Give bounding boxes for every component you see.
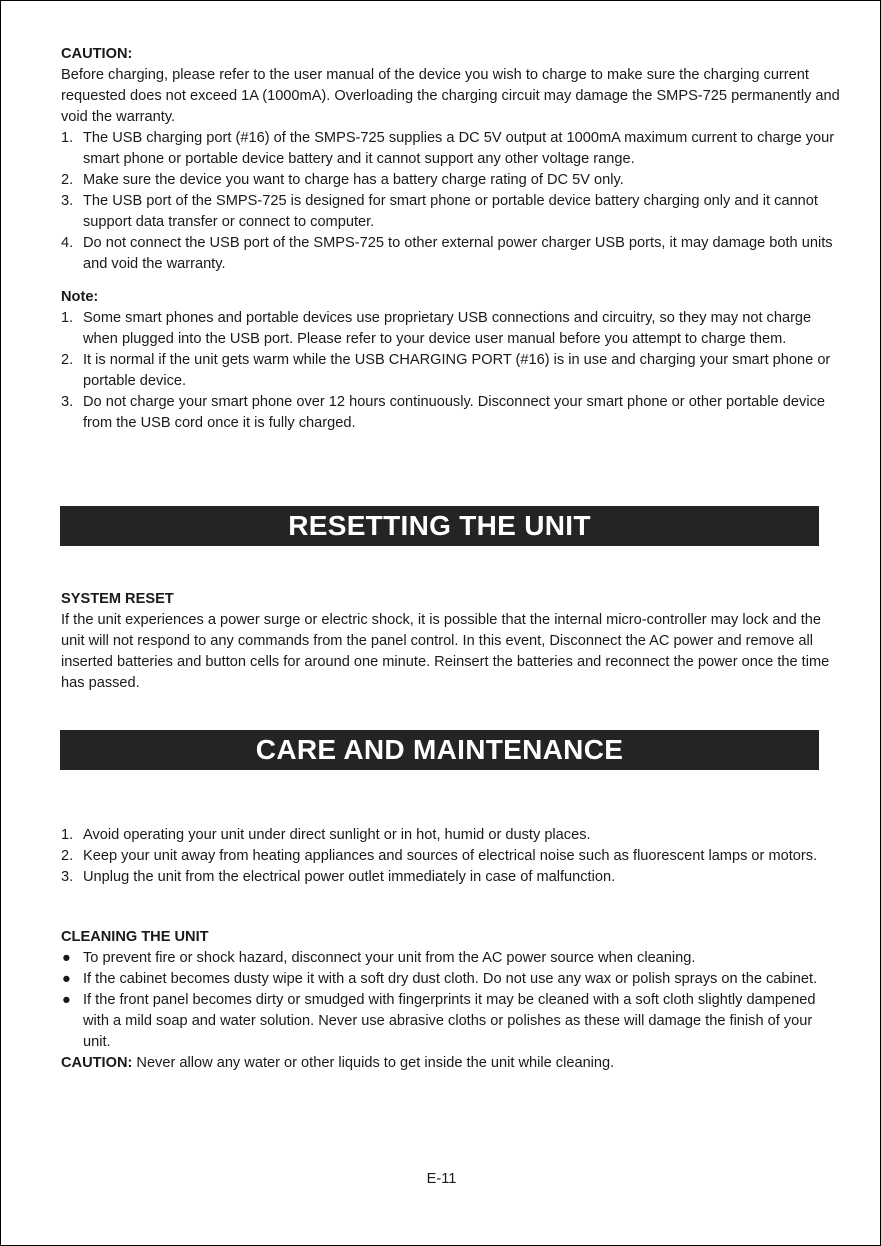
list-item: 3. Do not charge your smart phone over 12 hours continuously. Disconnect your smart phone or other portable device from the USB cord once it is fully charged.	[61, 394, 825, 431]
care-section	[61, 825, 841, 888]
caution-list	[61, 128, 841, 275]
bullet-icon: ●	[62, 992, 71, 1008]
list-item: 2. Make sure the device you want to charge has a battery charge rating of DC 5V only.	[61, 172, 624, 188]
caution-heading: CAUTION:	[61, 46, 133, 62]
resetting-banner: RESETTING THE UNIT	[60, 506, 819, 546]
cleaning-caution	[61, 1053, 841, 1074]
list-item: 1. Avoid operating your unit under direct sunlight or in hot, humid or dusty places.	[61, 827, 591, 843]
list-item: 4. Do not connect the USB port of the SMPS-725 to other external power charger USB ports, it may damage both units and void the warranty.	[61, 235, 833, 272]
list-item: 3. The USB port of the SMPS-725 is designed for smart phone or portable device battery charging only and it cannot support data transfer or connect to computer.	[61, 193, 818, 230]
bullet-icon: ●	[62, 950, 71, 966]
list-item: ● If the cabinet becomes dusty wipe it with a soft dry dust cloth. Do not use any wax or polish sprays on the cabinet.	[61, 969, 841, 990]
system-reset-text: If the unit experiences a power surge or electric shock, it is possible that the internal micro-controller may lock and the unit will not respond to any commands from the panel control. In this event, Disconnect the AC power and remove all inserted batteries and button cells for around one minute. Reinsert the batteries and reconnect the power once the time has passed.	[61, 612, 830, 691]
list-item: 2. Keep your unit away from heating appliances and sources of electrical noise such as fluorescent lamps or motors.	[61, 848, 818, 864]
cleaning-heading: CLEANING THE UNIT	[61, 929, 209, 945]
list-item: 1. The USB charging port (#16) of the SMPS-725 supplies a DC 5V output at 1000mA maximum current to charge your smart phone or portable device battery and it cannot support any other voltage range.	[61, 130, 835, 167]
note-heading: Note:	[61, 289, 99, 305]
cleaning-caution-label: CAUTION:	[61, 1055, 133, 1071]
bullet-icon: ●	[62, 971, 71, 987]
note-section	[61, 287, 841, 434]
cleaning-section	[61, 927, 841, 1074]
care-list	[61, 825, 841, 888]
system-reset-heading: SYSTEM RESET	[61, 591, 174, 607]
system-reset-section	[61, 589, 841, 694]
list-item: 3. Unplug the unit from the electrical power outlet immediately in case of malfunction.	[61, 869, 616, 885]
care-banner: CARE AND MAINTENANCE	[60, 730, 819, 770]
list-item: 2. It is normal if the unit gets warm while the USB CHARGING PORT (#16) is in use and charging your smart phone or portable device.	[61, 352, 831, 389]
note-list	[61, 308, 841, 434]
cleaning-caution-text: Never allow any water or other liquids to get inside the unit while cleaning.	[136, 1055, 615, 1071]
page-number: E-11	[426, 1171, 457, 1187]
caution-intro: Before charging, please refer to the user manual of the device you wish to charge to make sure the charging current requested does not exceed 1A (1000mA). Overloading the charging circuit may damage the SMPS-725 permanently and void the warranty.	[61, 67, 840, 125]
cleaning-list	[61, 948, 841, 1053]
list-item: 1. Some smart phones and portable devices use proprietary USB connections and circuitry, so they may not charge when plugged into the USB port. Please refer to your device user manual before you attempt to charge them.	[61, 310, 812, 347]
list-item: ● To prevent fire or shock hazard, disconnect your unit from the AC power source when cleaning.	[61, 948, 841, 969]
list-item: ● If the front panel becomes dirty or smudged with fingerprints it may be cleaned with a soft cloth slightly dampened with a mild soap and water solution. Never use abrasive cloths or polishes as these will damage the finish of your unit.	[62, 992, 816, 1050]
charging-caution-section	[61, 44, 841, 275]
